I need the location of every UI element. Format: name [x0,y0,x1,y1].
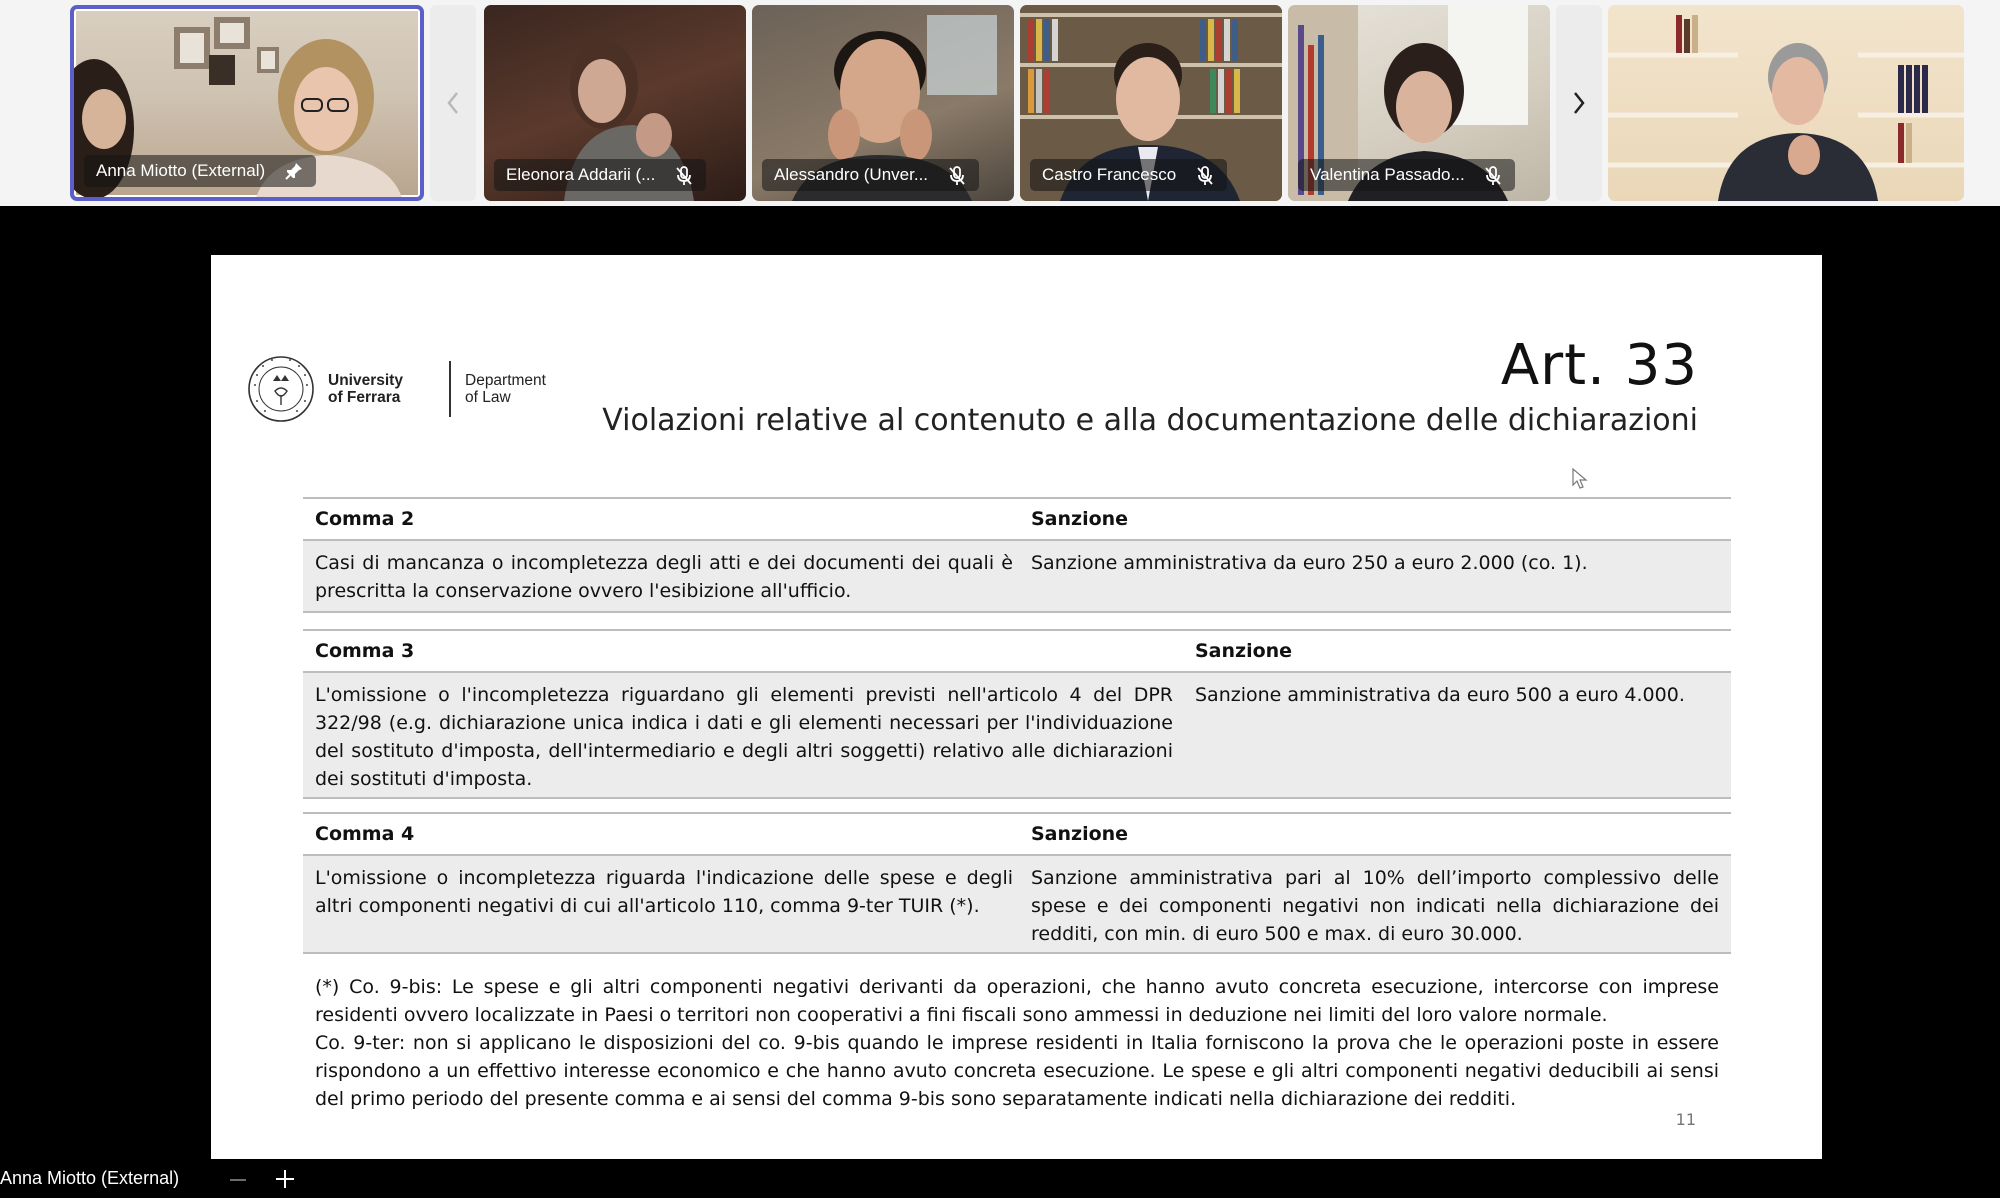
violation-text: L'omissione o l'incompletezza riguardano gli elementi previsti nell'articolo 4 del DPR 322/98 (e.g. dichiarazione unica indica i dati e gli elementi necessari per l'individuazione del sostituto d'imposta, dell'intermediario e degli altri soggetti) relativo alle dichiarazioni dei sostituti d'imposta. [315,684,1173,790]
footnote-9-bis: (*) Co. 9-bis: Le spese e gli altri componenti negativi derivanti da operazioni, che hanno avuto concreta esecuzione, intercorse con imprese residenti ovvero localizzate in Paesi o territori non cooperativi a fini fiscali sono ammessi in deduzione nei limiti del loro valore normale. [315,976,1719,1026]
comma-2-section [303,497,1731,613]
participant-name: Anna Miotto (External) [96,161,266,180]
participant-name: Alessandro (Unver... [774,165,929,184]
logo-department-name [465,372,546,406]
section-header [303,497,1731,541]
participant-name: Eleonora Addarii (... [506,165,656,184]
sanction-label: Sanzione [1031,508,1129,530]
participant-name-tag [1298,159,1515,191]
participant-name: Castro Francesco [1042,165,1177,184]
plus-icon[interactable] [272,1166,298,1192]
participant-name-tag [1030,159,1227,191]
logo-university-name [328,372,403,406]
presentation-footer [0,1160,2000,1198]
section-label: Comma 3 [315,640,415,662]
participant-tile-valentina[interactable] [1288,5,1550,201]
section-label: Comma 2 [315,508,415,530]
logo-divider [449,361,451,417]
section-body [303,856,1731,954]
section-label: Comma 4 [315,823,415,845]
comma-3-section [303,629,1731,799]
participant-tile-presenter-video[interactable] [1608,5,1964,201]
participant-tile-anna[interactable] [70,5,424,201]
violation-text: Casi di mancanza o incompletezza degli atti e dei documenti dei quali è prescritta la conservazione ovvero l'esibizione all'ufficio. [315,552,1013,602]
participant-tile-alessandro[interactable] [752,5,1014,201]
slide-title: Art. 33 [1500,333,1698,398]
university-seal-icon [247,355,315,423]
section-body [303,541,1731,613]
sanction-text: Sanzione amministrativa da euro 500 a euro 4.000. [1195,684,1685,706]
participant-name: Valentina Passado... [1310,165,1465,184]
mic-off-icon [674,165,694,187]
mic-off-icon [947,165,967,187]
video-feed [1608,5,1964,201]
mic-off-icon [1195,165,1215,187]
participant-name-tag [762,159,979,191]
participant-name-tag [494,159,706,191]
participant-tile-castro[interactable] [1020,5,1282,201]
sanction-label: Sanzione [1195,640,1293,662]
chevron-right-icon [1571,90,1587,116]
pin-icon[interactable] [284,161,304,183]
comma-4-section [303,812,1731,954]
logo-line: of Law [465,389,511,406]
sanction-text: Sanzione amministrativa da euro 250 a euro 2.000 (co. 1). [1031,552,1588,574]
mouse-cursor-icon [1571,467,1589,491]
section-body [303,673,1731,799]
page-number: 11 [1675,1110,1696,1129]
logo-line: of Ferrara [328,389,401,406]
logo-line: University [328,372,403,389]
sanction-text: Sanzione amministrativa pari al 10% dell’importo complessivo delle spese e dei componenti negativi non indicati nella dichiarazione dei redditi, con min. di euro 500 e max. di euro 30.000. [1031,867,1719,945]
participant-name-tag [84,155,316,187]
slide-subtitle: Violazioni relative al contenuto e alla documentazione delle dichiarazioni [602,403,1698,438]
prev-participants-button[interactable] [430,5,476,201]
chevron-left-icon [445,90,461,116]
participant-strip [0,0,2000,206]
violation-text: L'omissione o incompletezza riguarda l'indicazione delle spese e degli altri componenti negativi di cui all'articolo 110, comma 9-ter TUIR (*). [315,867,1013,917]
university-logo [247,355,546,425]
next-participants-button[interactable] [1556,5,1602,201]
participant-tile-eleonora[interactable] [484,5,746,201]
presenter-label: Anna Miotto (External) [0,1168,180,1188]
footnote [315,973,1719,1113]
shared-slide [211,255,1822,1159]
logo-line: Department [465,372,546,389]
footnote-9-ter: Co. 9-ter: non si applicano le disposizioni del co. 9-bis quando le imprese residenti in Italia forniscono la prova che le operazioni poste in essere rispondono a un effettivo interesse economico e che hanno avuto concreta esecuzione. Le spese e gli altri componenti negativi deducibili ai sensi del primo periodo del presente comma e ai sensi del comma 9-bis sono separatamente indicati nella dichiarazione dei redditi. [315,1032,1719,1110]
section-header [303,629,1731,673]
sanction-label: Sanzione [1031,823,1129,845]
section-header [303,812,1731,856]
mic-off-icon [1483,165,1503,187]
minus-icon[interactable] [226,1168,250,1192]
